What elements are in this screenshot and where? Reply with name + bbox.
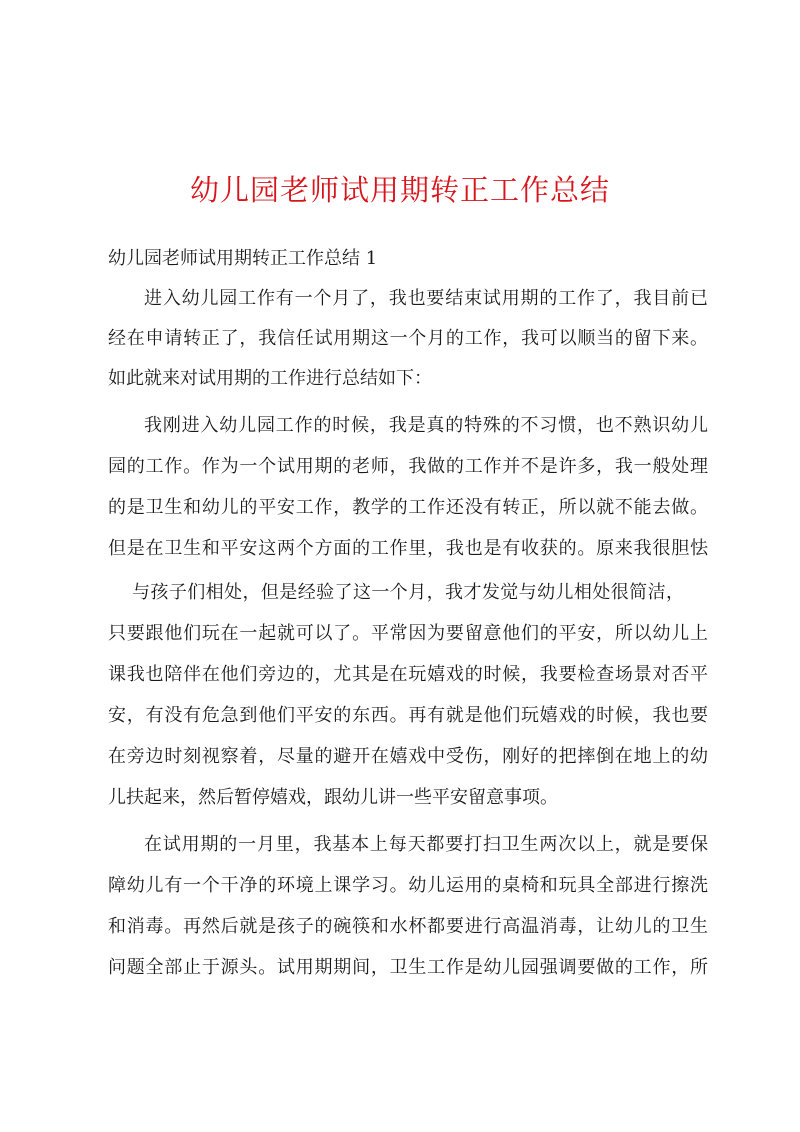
paragraph-line: 进入幼儿园工作有一个月了，我也要结束试用期的工作了，我目前已 — [144, 288, 708, 309]
paragraph-line: 但是在卫生和平安这两个方面的工作里，我也是有收获的。原来我很胆怯 — [108, 538, 708, 559]
paragraph-line: 问题全部止于源头。试用期期间，卫生工作是幼儿园强调要做的工作，所 — [108, 957, 708, 978]
paragraph-line: 的是卫生和幼儿的平安工作，教学的工作还没有转正，所以就不能去做。 — [108, 497, 708, 518]
paragraph-line: 在试用期的一月里，我基本上每天都要打扫卫生两次以上，就是要保 — [144, 834, 708, 855]
paragraph-line: 障幼儿有一个干净的环境上课学习。幼儿运用的桌椅和玩具全部进行擦洗 — [108, 875, 708, 896]
paragraph-line: 和消毒。再然后就是孩子的碗筷和水杯都要进行高温消毒，让幼儿的卫生 — [108, 916, 708, 937]
paragraph-line: 经在申请转正了，我信任试用期这一个月的工作，我可以顺当的留下来。 — [108, 328, 708, 349]
document-title: 幼儿园老师试用期转正工作总结 — [189, 173, 610, 207]
paragraph-line: 安，有没有危急到他们平安的东西。再有就是他们玩嬉戏的时候，我也要 — [108, 705, 708, 726]
paragraph-line: 课我也陪伴在他们旁边的，尤其是在玩嬉戏的时候，我要检查场景对否平 — [108, 664, 708, 685]
paragraph-line: 只要跟他们玩在一起就可以了。平常因为要留意他们的平安，所以幼儿上 — [108, 623, 708, 644]
section-heading: 幼儿园老师试用期转正工作总结 1 — [108, 248, 378, 269]
paragraph-line: 儿扶起来，然后暂停嬉戏，跟幼儿讲一些平安留意事项。 — [108, 787, 558, 808]
paragraph-line: 在旁边时刻视察着，尽量的避开在嬉戏中受伤，刚好的把摔倒在地上的幼 — [108, 746, 708, 767]
paragraph-line: 与孩子们相处，但是经验了这一个月，我才发觉与幼儿相处很简洁， — [132, 582, 684, 603]
paragraph-line: 如此就来对试用期的工作进行总结如下： — [108, 368, 432, 389]
paragraph-line: 园的工作。作为一个试用期的老师，我做的工作并不是许多，我一般处理 — [108, 456, 708, 477]
paragraph-line: 我刚进入幼儿园工作的时候，我是真的特殊的不习惯，也不熟识幼儿 — [144, 415, 708, 436]
